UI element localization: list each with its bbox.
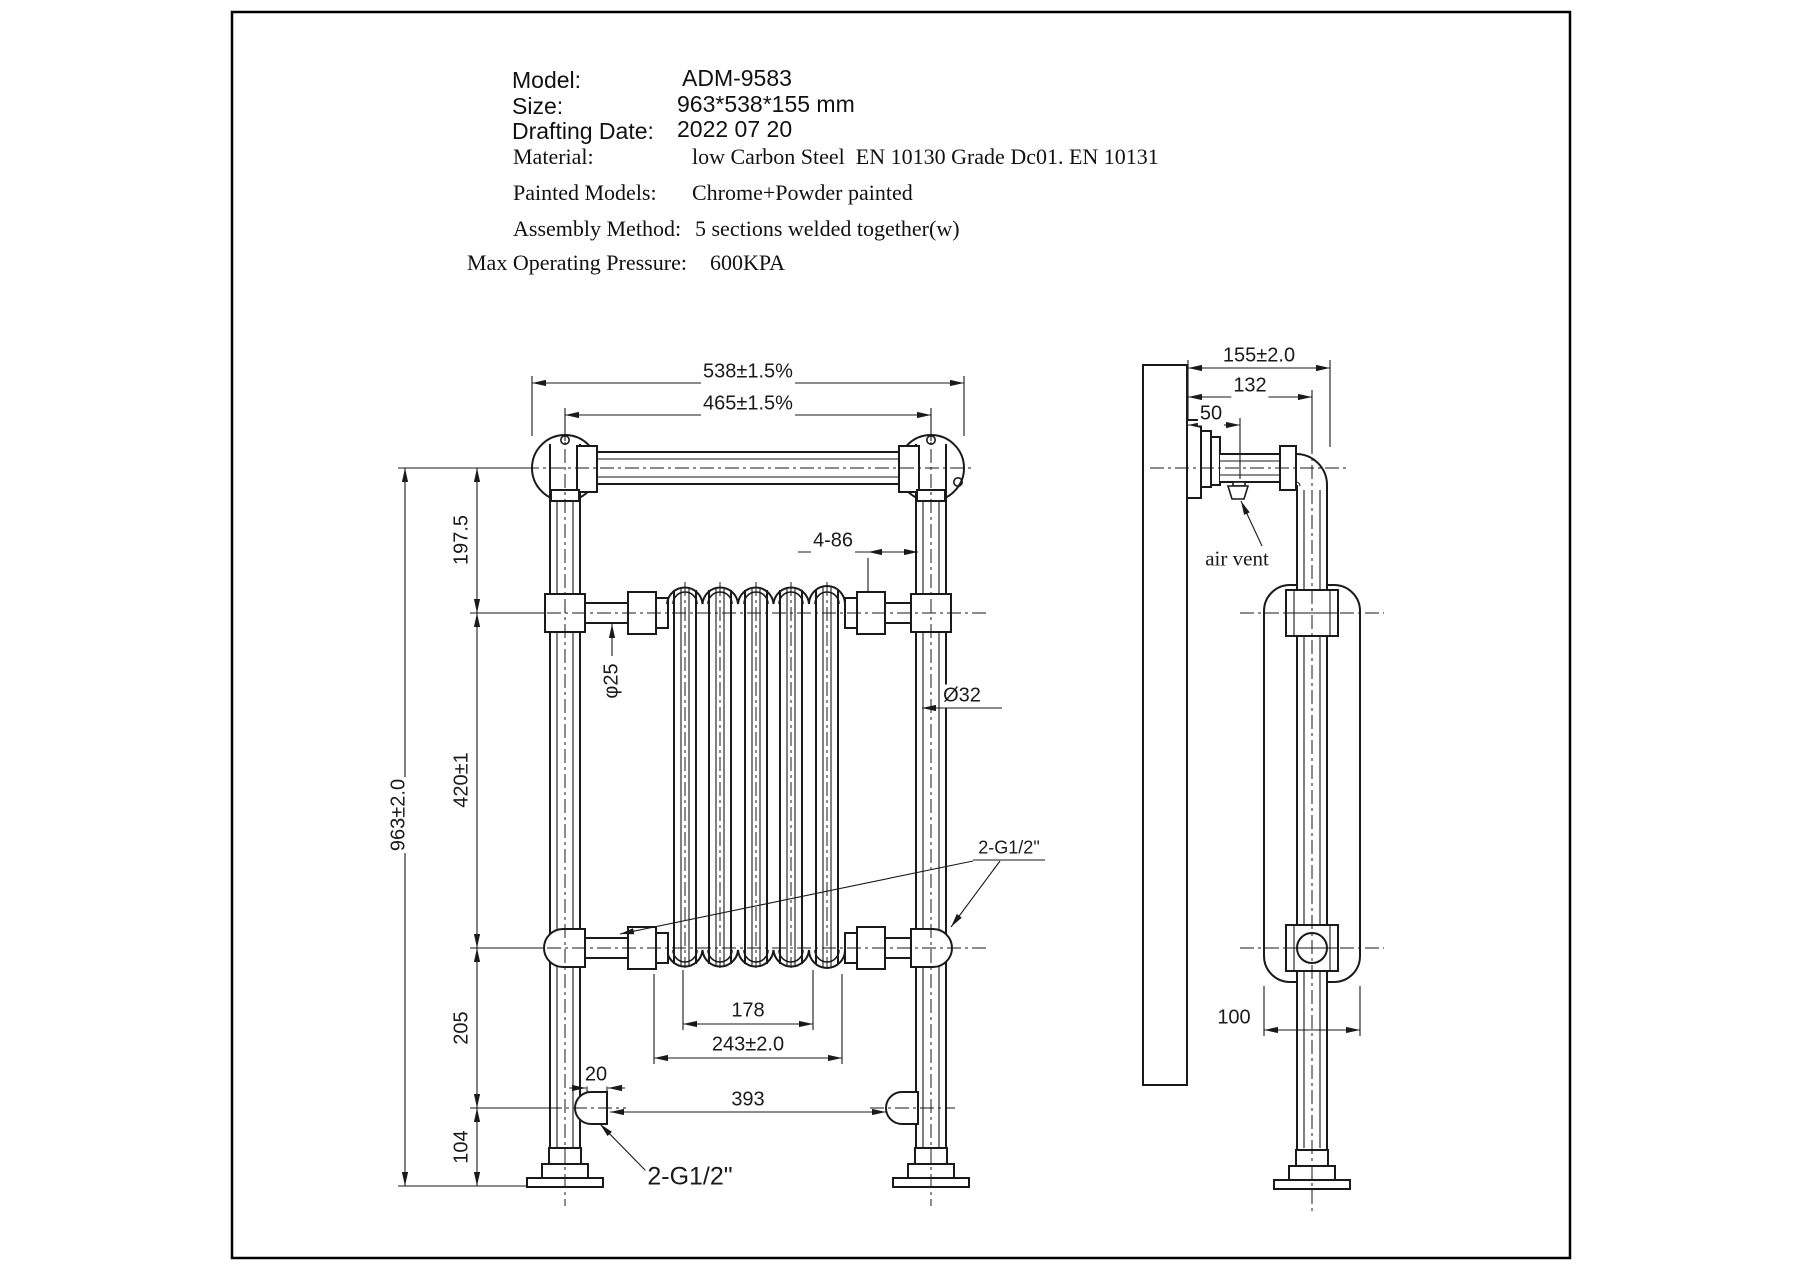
dim-section-pitch: 4-86 [812, 529, 854, 552]
dim-bar-width: 465±1.5% [703, 392, 793, 415]
air-vent-label: air vent [1205, 546, 1269, 571]
towel-bar [551, 446, 945, 501]
dim-overall-width: 538±1.5% [703, 360, 793, 383]
assembly-method-value: 5 sections welded together(w) [695, 216, 960, 241]
wall-bracket [1187, 420, 1220, 498]
material-value: low Carbon Steel EN 10130 Grade Dc01. EN 10131 [692, 144, 1159, 169]
dim-vent-offset: 50 [1199, 402, 1223, 425]
max-pressure-label: Max Operating Pressure: [467, 250, 687, 275]
size-label: Size: [512, 93, 564, 119]
dim-lower-section: 205 [450, 1011, 473, 1045]
side-view [1143, 365, 1384, 1212]
max-pressure-value: 600KPA [710, 250, 785, 275]
drafting-date-label: Drafting Date: [512, 118, 654, 144]
dim-outlet-span: 393 [731, 1088, 765, 1111]
assembly-method-label: Assembly Method: [513, 216, 682, 241]
dim-base-section: 104 [450, 1130, 473, 1164]
size-value: 963*538*155 mm [677, 91, 855, 117]
brick-wall [1143, 365, 1187, 1085]
dim-top-section: 197.5 [450, 514, 473, 566]
dim-overall-height: 963±2.0 [387, 778, 410, 852]
painted-models-label: Painted Models: [513, 180, 657, 205]
model-value: ADM-9583 [682, 65, 792, 91]
dim-post-pipe-diameter: Ø32 [943, 684, 981, 707]
dim-post-center-depth: 132 [1233, 374, 1267, 397]
dim-bottom-connection-thread: 2-G1/2" [647, 1162, 733, 1191]
dim-rail-pipe-diameter: φ25 [600, 663, 623, 699]
dim-section-depth: 100 [1217, 1006, 1251, 1029]
dim-radiator-width: 243±2.0 [711, 1033, 785, 1056]
dim-outlet-offset: 20 [584, 1063, 608, 1086]
material-label: Material: [513, 144, 594, 169]
air-vent-valve [1228, 482, 1248, 499]
dim-radiator-height: 420±1 [450, 752, 473, 808]
dim-side-connection-thread: 2-G1/2" [978, 837, 1040, 858]
drafting-date-value: 2022 07 20 [677, 116, 793, 142]
dim-tube-span: 178 [731, 999, 765, 1022]
model-label: Model: [512, 67, 582, 93]
painted-models-value: Chrome+Powder painted [692, 180, 913, 205]
dim-overall-depth: 155±2.0 [1222, 344, 1296, 367]
